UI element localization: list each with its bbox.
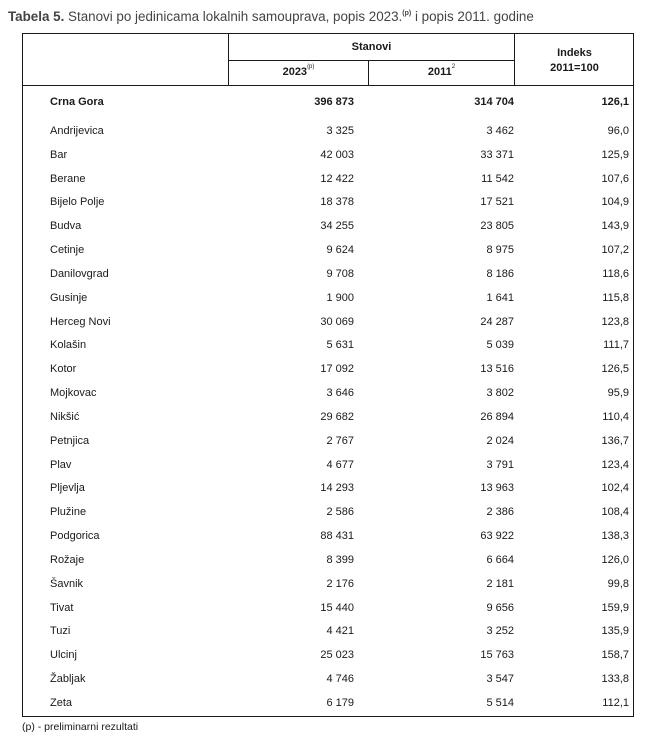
row-value-2011: 63 922 [480, 530, 514, 542]
row-index: 123,8 [601, 316, 629, 328]
table-title-text: Stanovi po jedinicama lokalnih samouprava, popis 2023. [64, 9, 403, 24]
row-index: 123,4 [601, 459, 629, 471]
row-index: 108,4 [601, 506, 629, 518]
row-value-2011: 13 516 [480, 363, 514, 375]
row-value-2011: 23 805 [480, 220, 514, 232]
title-superscript: (p) [402, 9, 412, 17]
row-value-2011: 1 641 [486, 292, 514, 304]
row-value-2011: 3 802 [486, 387, 514, 399]
row-value-2023: 30 069 [320, 316, 354, 328]
table-row [22, 550, 634, 574]
row-index: 102,4 [601, 482, 629, 494]
row-name: Mojkovac [50, 387, 97, 399]
row-value-2011: 9 656 [486, 602, 514, 614]
row-value-2011: 2 024 [486, 435, 514, 447]
table-row [22, 502, 634, 526]
row-value-2023: 5 631 [326, 339, 354, 351]
row-value-2023: 4 421 [326, 625, 354, 637]
row-index: 99,8 [607, 578, 629, 590]
row-value-2011: 11 542 [481, 173, 514, 185]
row-name: Budva [50, 220, 82, 232]
row-name: Petnjica [50, 435, 90, 447]
row-name: Pljevlja [50, 482, 85, 494]
row-name: Bijelo Polje [50, 196, 105, 208]
row-index: 126,0 [601, 554, 629, 566]
footnote: (p) - preliminarni rezultati [22, 721, 139, 733]
row-value-2023: 29 682 [320, 411, 354, 423]
row-index: 112,1 [602, 697, 629, 709]
table-row [22, 431, 634, 455]
table-row [22, 621, 634, 645]
table-label: Tabela 5. [8, 9, 65, 24]
row-index: 126,1 [601, 96, 629, 108]
row-value-2023: 1 900 [326, 292, 354, 304]
row-name: Žabljak [50, 673, 86, 685]
table-row [22, 192, 634, 216]
row-value-2011: 5 039 [486, 339, 514, 351]
row-index: 115,8 [602, 292, 629, 304]
row-value-2011: 3 252 [486, 625, 514, 637]
row-name: Danilovgrad [50, 268, 109, 280]
table-row [22, 645, 634, 669]
row-name: Rožaje [50, 554, 85, 566]
row-value-2023: 396 873 [314, 96, 354, 108]
row-name: Berane [50, 173, 86, 185]
header-2023-sup: (p) [307, 64, 315, 70]
row-value-2011: 24 287 [480, 316, 514, 328]
row-value-2023: 42 003 [320, 149, 354, 161]
row-index: 104,9 [601, 196, 629, 208]
row-name: Cetinje [50, 244, 85, 256]
row-index: 107,6 [601, 173, 629, 185]
row-value-2011: 15 763 [480, 649, 514, 661]
row-name: Podgorica [50, 530, 100, 542]
row-value-2011: 13 963 [480, 482, 514, 494]
header-indeks-base: 2011=100 [550, 62, 599, 74]
row-index: 158,7 [601, 649, 629, 661]
row-value-2011: 3 547 [486, 673, 514, 685]
table-row [22, 669, 634, 693]
row-value-2023: 3 646 [326, 387, 354, 399]
row-name: Ulcinj [50, 649, 77, 661]
row-value-2011: 17 521 [480, 196, 514, 208]
row-value-2023: 2 767 [326, 435, 354, 447]
table-row [22, 312, 634, 336]
table-title [8, 9, 534, 24]
row-value-2023: 12 422 [320, 173, 354, 185]
row-name: Plužine [50, 506, 87, 518]
header-stanovi: Stanovi [351, 41, 392, 53]
row-value-2011: 2 181 [486, 578, 514, 590]
table-row [22, 478, 634, 502]
header-2011 [369, 66, 514, 78]
row-index: 125,9 [601, 149, 629, 161]
row-value-2023: 15 440 [320, 602, 354, 614]
table-row [22, 288, 634, 312]
row-name: Tuzi [50, 625, 71, 637]
row-name: Nikšić [50, 411, 80, 423]
row-value-2011: 314 704 [474, 96, 514, 108]
row-index: 107,2 [601, 244, 629, 256]
row-name: Gusinje [50, 292, 88, 304]
row-value-2011: 6 664 [486, 554, 514, 566]
row-name: Tivat [50, 602, 74, 614]
row-name: Herceg Novi [50, 316, 111, 328]
table-row [22, 383, 634, 407]
row-value-2023: 3 325 [326, 125, 354, 137]
row-index: 96,0 [607, 125, 629, 137]
row-value-2023: 2 586 [326, 506, 354, 518]
row-value-2023: 9 708 [326, 268, 354, 280]
row-value-2023: 88 431 [320, 530, 354, 542]
table-row [22, 598, 634, 622]
row-value-2011: 33 371 [480, 149, 514, 161]
row-name: Zeta [50, 697, 73, 709]
row-value-2023: 14 293 [320, 482, 354, 494]
table-row [22, 335, 634, 359]
row-name: Kolašin [50, 339, 87, 351]
row-value-2023: 4 677 [326, 459, 354, 471]
row-value-2011: 3 462 [486, 125, 514, 137]
row-value-2023: 9 624 [326, 244, 354, 256]
row-value-2011: 26 894 [480, 411, 514, 423]
table-row [22, 359, 634, 383]
table-row [22, 455, 634, 479]
row-value-2023: 34 255 [320, 220, 354, 232]
row-name: Plav [50, 459, 72, 471]
row-name: Crna Gora [50, 96, 104, 108]
row-index: 95,9 [607, 387, 629, 399]
row-index: 111,7 [603, 339, 629, 351]
row-index: 143,9 [601, 220, 629, 232]
row-value-2023: 17 092 [320, 363, 354, 375]
row-index: 118,6 [602, 268, 629, 280]
row-value-2011: 8 975 [486, 244, 514, 256]
header-2023-label: 2023 [282, 66, 308, 78]
table-row [22, 145, 634, 169]
row-index: 138,3 [601, 530, 629, 542]
table-row [22, 264, 634, 288]
row-name: Šavnik [50, 578, 84, 590]
row-value-2023: 6 179 [326, 697, 354, 709]
table-row [22, 121, 634, 145]
table-row [22, 240, 634, 264]
table-title-tail: i popis 2011. godine [411, 9, 534, 24]
row-name: Andrijevica [50, 125, 104, 137]
table-row [22, 574, 634, 598]
table-row-total [22, 92, 634, 116]
header-2023 [229, 66, 368, 78]
table-row [22, 526, 634, 550]
row-value-2011: 3 791 [486, 459, 514, 471]
row-value-2023: 25 023 [320, 649, 354, 661]
row-index: 110,4 [602, 411, 629, 423]
row-value-2023: 18 378 [320, 196, 354, 208]
row-value-2011: 8 186 [486, 268, 514, 280]
table-row [22, 169, 634, 193]
row-value-2011: 5 514 [486, 697, 514, 709]
row-index: 135,9 [601, 625, 629, 637]
row-index: 159,9 [601, 602, 629, 614]
row-value-2023: 8 399 [326, 554, 354, 566]
row-index: 126,5 [601, 363, 629, 375]
header-2011-label: 2011 [427, 66, 452, 78]
row-value-2023: 4 746 [326, 673, 354, 685]
row-name: Bar [50, 149, 68, 161]
header-indeks: Indeks [557, 47, 592, 59]
table-row [22, 407, 634, 431]
header-2011-sup: 2 [451, 64, 456, 70]
header-hline-group [228, 60, 515, 61]
row-value-2011: 2 386 [486, 506, 514, 518]
table-row [22, 216, 634, 240]
row-value-2023: 2 176 [326, 578, 354, 590]
row-index: 136,7 [601, 435, 629, 447]
row-index: 133,8 [601, 673, 629, 685]
header-hline-bottom [22, 85, 634, 86]
table-row [22, 693, 634, 717]
row-name: Kotor [50, 363, 77, 375]
